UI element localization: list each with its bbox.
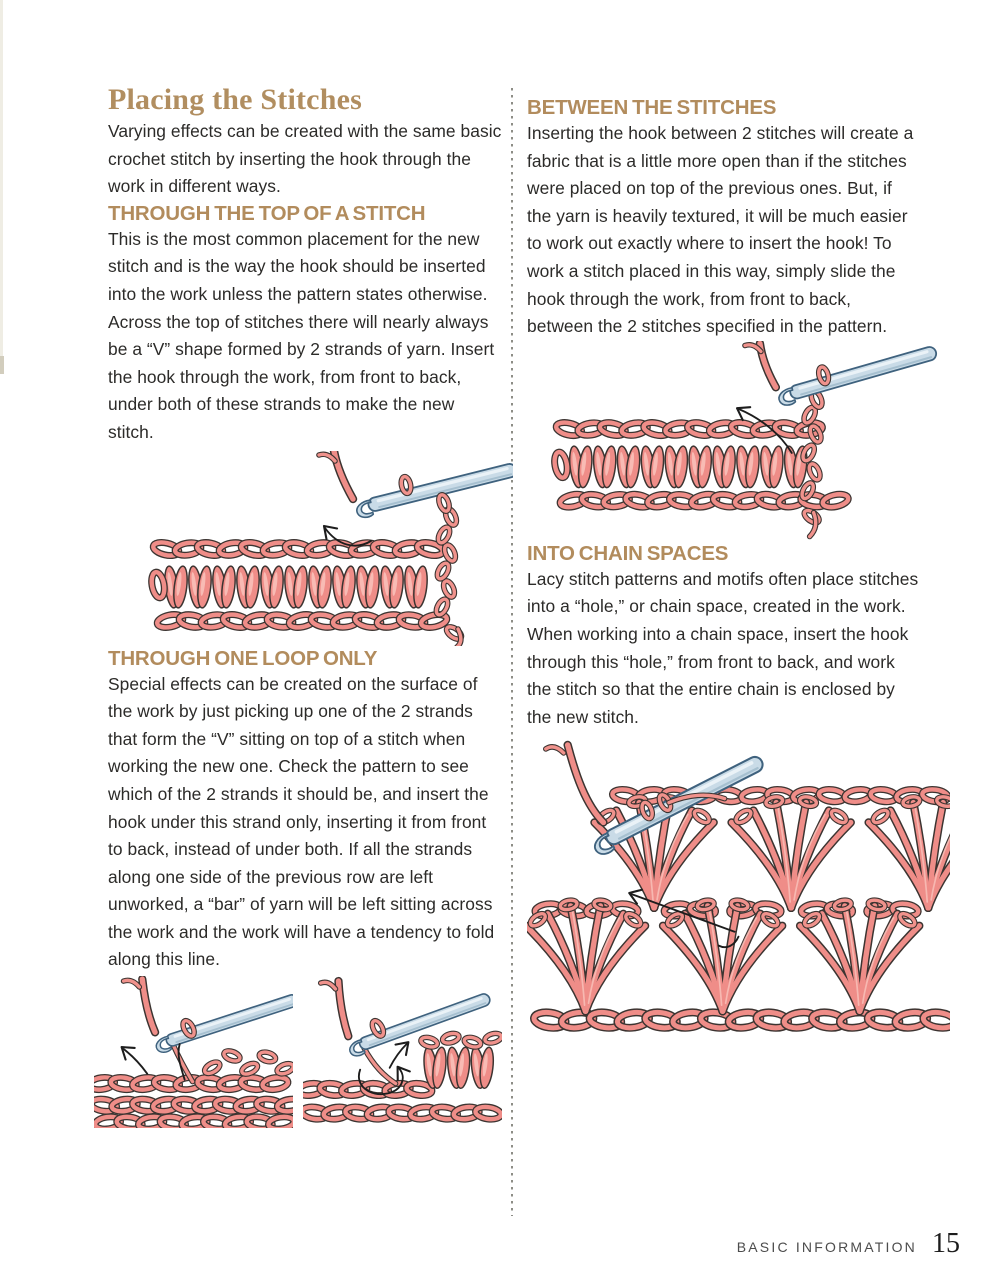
yarn-swatch <box>150 507 464 646</box>
insertion-arrow <box>733 401 791 452</box>
crochet-swatch-hook-through-top-illustration <box>108 451 513 646</box>
left-column <box>108 82 502 1128</box>
footer-section-label: BASIC INFORMATION <box>736 1239 917 1255</box>
yarn-swatch <box>553 389 850 536</box>
lacy-chain-space-illustration <box>527 739 950 1037</box>
crochet-hook-icon <box>355 462 513 519</box>
crochet-swatch-hook-between-stitches-illustration <box>541 341 939 541</box>
page-edge-artifact <box>0 0 3 374</box>
crochet-closeup-front-loop-illustration <box>94 976 293 1128</box>
section-body-chain-spaces: Lacy stitch patterns and motifs often place stitches into a “hole,” or chain space, created in the work. When working into a chain space, insert the hook through this “hole,” from front to back, and work the stitch so that the entire chain is enclosed by the new stitch. <box>527 568 919 727</box>
lace-mesh <box>527 788 950 1030</box>
right-column <box>527 95 921 1037</box>
crochet-closeup-back-loop-illustration <box>303 976 502 1128</box>
section-heading-chain-spaces: INTO CHAIN SPACES <box>527 541 729 565</box>
section-heading-one-loop: THROUGH ONE LOOP ONLY <box>108 646 378 670</box>
crochet-hook-icon <box>777 345 939 407</box>
page-number: 15 <box>932 1228 960 1259</box>
section-body-through-top: This is the most common placement for the new stitch and is the way the hook should be inserted into the work unless the pattern states otherwise. Across the top of stitches there will nearly always be a “V” shape formed by 2 strands of yarn. Insert the hook through the work, from front to back, under both of these strands to make the new stitch. <box>108 228 495 442</box>
section-body-one-loop: Special effects can be created on the surface of the work by just picking up one of the 2 strands that form the “V” sitting on top of a stitch when working the new one. Check the pattern to see which of the 2 strands it should be, and insert the hook under this strand only, inserting it from front to back, instead of under both. If all the strands along one side of the previous row are left unworked, a “bar” of yarn will be left sitting across the work and the work will have a tendency to fold along this line. <box>108 673 495 970</box>
section-body-between: Inserting the hook between 2 stitches will create a fabric that is a little more open than if the stitches were placed on top of the previous ones. But, if the yarn is heavily textured, it will be much easier to work out exactly where to insert the hook! To work a stitch placed in this way, simply slide the hook through the work, from front to back, between the 2 stitches specified in the pattern. <box>527 123 914 337</box>
section-heading-between: BETWEEN THE STITCHES <box>527 96 777 119</box>
page-footer <box>737 1228 960 1260</box>
page-title: Placing the Stitches <box>108 83 362 116</box>
intro-paragraph: Varying effects can be created with the same basic crochet stitch by inserting the hook through the work in different ways. <box>108 121 502 197</box>
column-divider <box>511 88 513 1216</box>
closeup-illustration-pair <box>94 976 502 1128</box>
crochet-hook-icon <box>154 993 293 1054</box>
page-edge-mark <box>0 356 4 374</box>
section-heading-through-top: THROUGH THE TOP OF A STITCH <box>108 201 426 225</box>
